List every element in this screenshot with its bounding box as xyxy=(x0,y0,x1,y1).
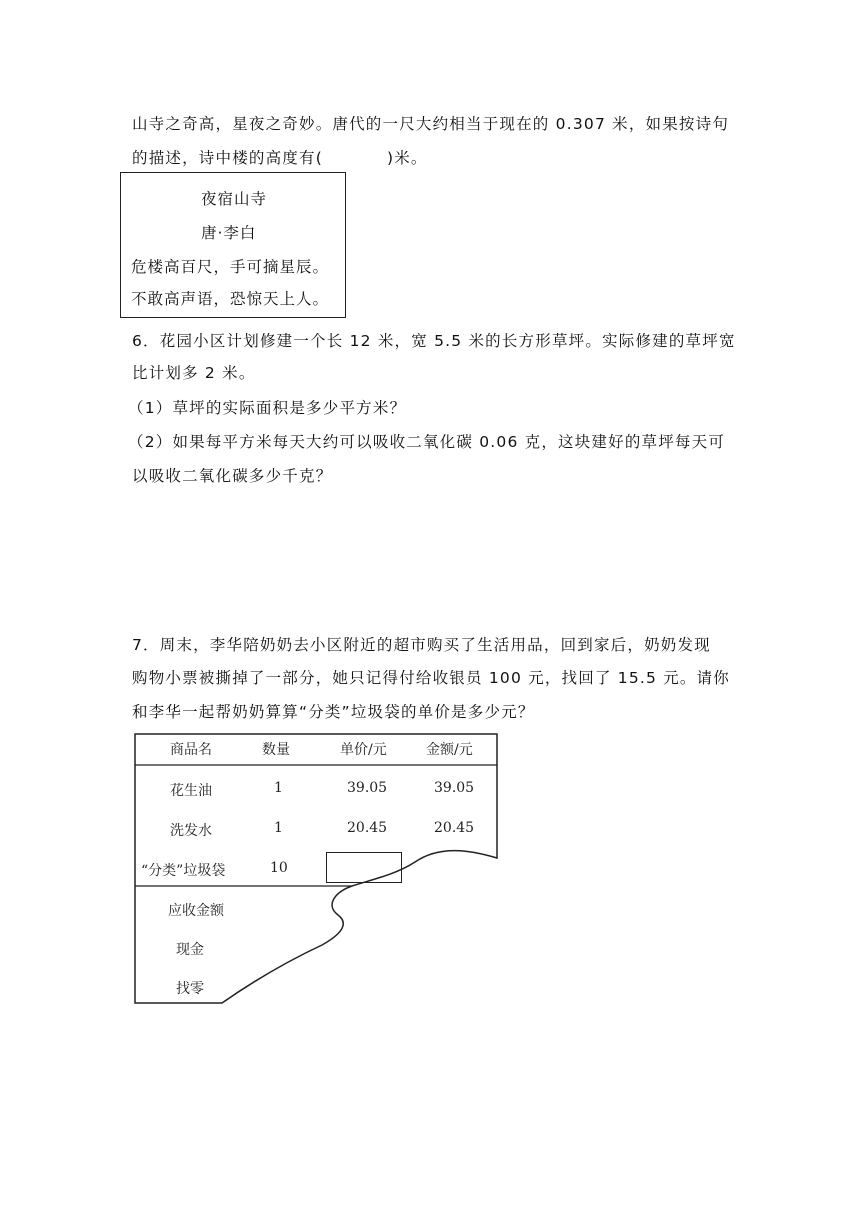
receipt-row-price: 20.45 xyxy=(347,820,388,836)
receipt-header-price: 单价/元 xyxy=(340,742,387,758)
receipt-row-name: 洗发水 xyxy=(170,823,212,839)
q6-sub-2-line-1: （2）如果每平方米每天大约可以吸收二氧化碳 0.06 克，这块建好的草坪每天可 xyxy=(128,433,726,451)
receipt-row-amount: 20.45 xyxy=(434,820,475,836)
q7-line-2: 购物小票被撕掉了一部分，她只记得付给收银员 100 元，找回了 15.5 元。请你 xyxy=(132,669,731,687)
receipt-header-qty: 数量 xyxy=(262,742,290,758)
receipt-row-amount: 39.05 xyxy=(434,780,475,796)
receipt-header-name: 商品名 xyxy=(170,742,212,758)
receipt-change-label: 找零 xyxy=(176,981,204,997)
receipt-row-price: 39.05 xyxy=(347,780,388,796)
poem-box xyxy=(120,172,346,318)
q5-line-2 xyxy=(132,146,428,168)
poem-author: 唐·李白 xyxy=(201,224,257,242)
receipt-row-qty: 10 xyxy=(270,860,288,876)
receipt-cash-label: 现金 xyxy=(176,942,204,958)
q6-line-2: 比计划多 2 米。 xyxy=(132,364,256,382)
poem-verse-2: 不敢高声语，恐惊天上人。 xyxy=(131,290,330,308)
q7-line-3: 和李华一起帮奶奶算算“分类”垃圾袋的单价是多少元？ xyxy=(132,703,535,721)
q5-line-1: 山寺之奇高，星夜之奇妙。唐代的一尺大约相当于现在的 0.307 米，如果按诗句 xyxy=(132,115,730,133)
unknown-price-box[interactable] xyxy=(326,852,402,883)
q5-line-2-text: 的描述，诗中楼的高度有( xyxy=(132,149,323,167)
poem-title: 夜宿山寺 xyxy=(201,190,268,208)
receipt-row-name: “分类”垃圾袋 xyxy=(141,863,226,879)
q5-line-2-unit: )米。 xyxy=(386,149,428,167)
q6-line-1: 6．花园小区计划修建一个长 12 米，宽 5.5 米的长方形草坪。实际修建的草坪宽 xyxy=(132,332,736,350)
q6-sub-2-line-2: 以吸收二氧化碳多少千克？ xyxy=(132,467,333,485)
q7-line-1: 7．周末，李华陪奶奶去小区附近的超市购买了生活用品，回到家后，奶奶发现 xyxy=(132,636,711,654)
receipt-row-name: 花生油 xyxy=(170,783,212,799)
receipt-row-qty: 1 xyxy=(274,780,283,796)
receipt-total-label: 应收金额 xyxy=(168,903,224,919)
receipt-row-qty: 1 xyxy=(274,820,283,836)
poem-verse-1: 危楼高百尺，手可摘星辰。 xyxy=(131,258,330,276)
receipt-header-amount: 金额/元 xyxy=(426,742,473,758)
q6-sub-1: （1）草坪的实际面积是多少平方米？ xyxy=(128,399,407,417)
